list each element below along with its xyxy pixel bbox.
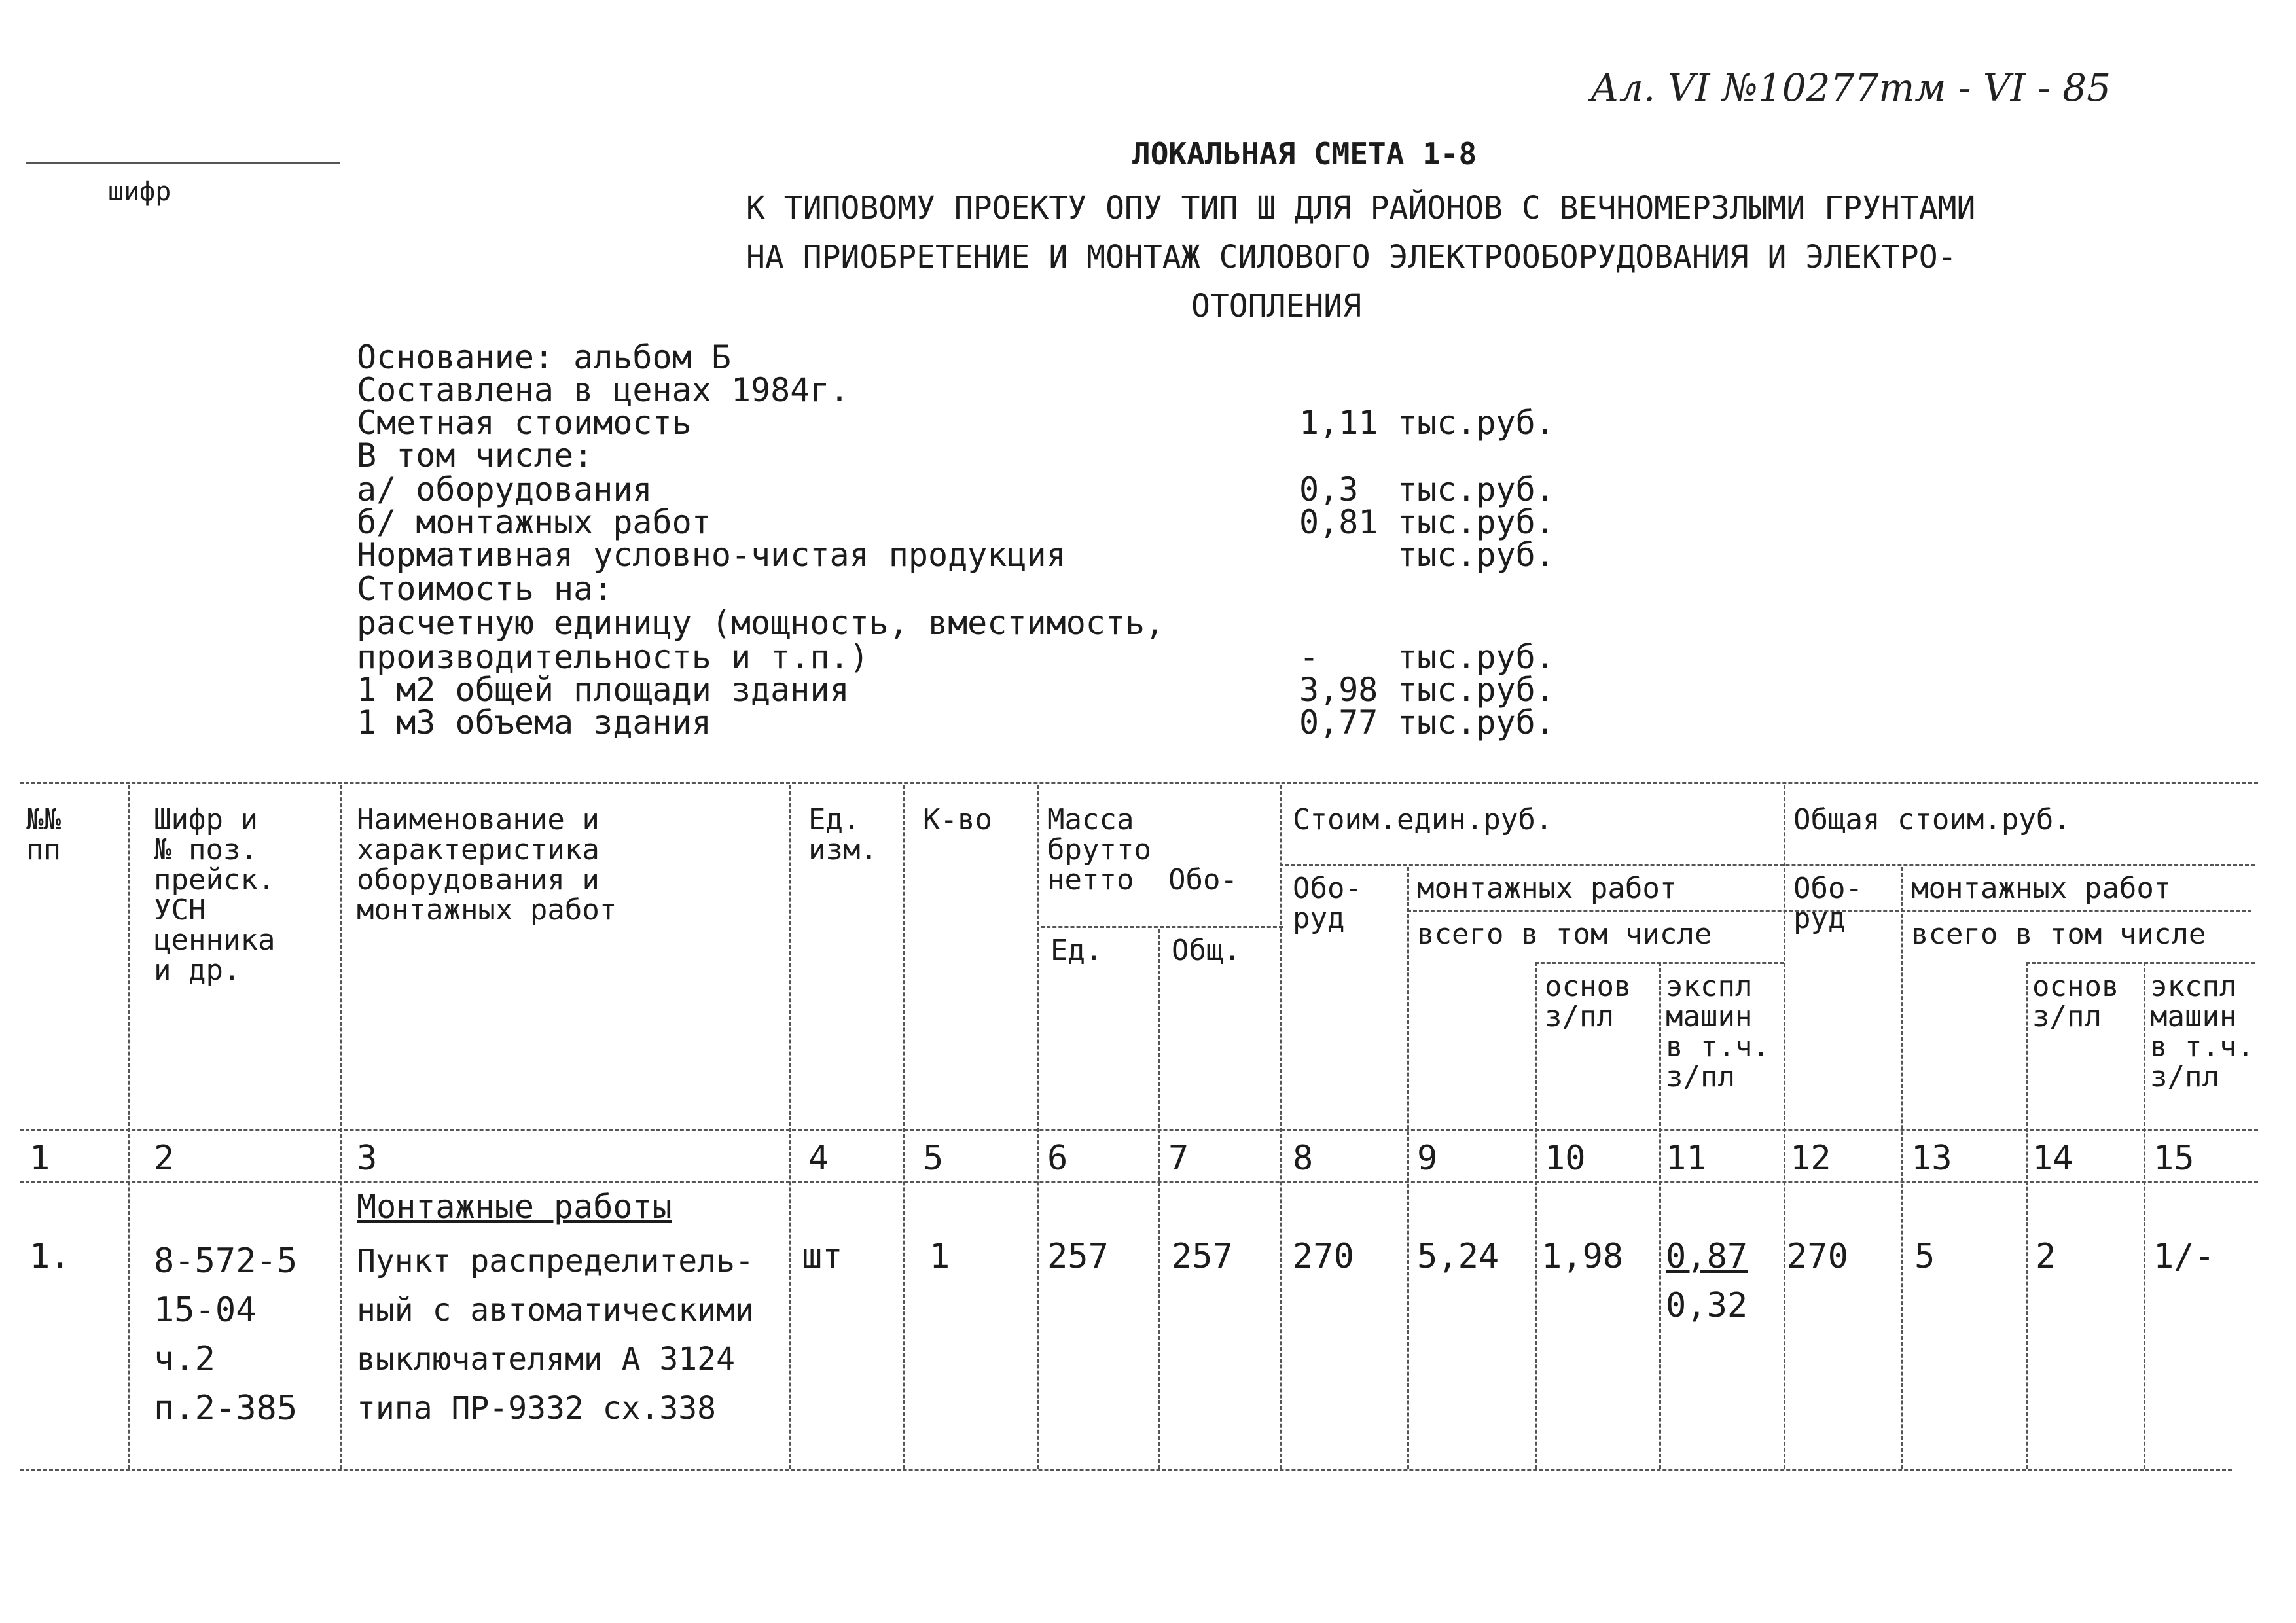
col-divider	[1784, 785, 1785, 1469]
table-numbers-rule	[20, 1129, 2258, 1131]
row-machine-op-wage: 0,32	[1666, 1286, 1748, 1325]
row-number: 1.	[29, 1237, 71, 1276]
col-header-number: №№ пп	[26, 803, 61, 866]
cost-value: 0,77	[1299, 704, 1378, 741]
row-mass-total: 257	[1172, 1237, 1233, 1276]
section-title: Монтажные работы	[357, 1188, 672, 1226]
col-header-code: Шифр и № поз. прейск. УСН ценника и др.	[154, 803, 276, 987]
col-number: 6	[1047, 1139, 1068, 1178]
cost-value: 3,98	[1299, 671, 1378, 709]
col-number: 9	[1417, 1139, 1438, 1178]
col-header-mass-obo: Обо-	[1168, 863, 1238, 897]
col-number: 13	[1911, 1139, 1952, 1178]
col-divider	[789, 785, 791, 1469]
row-unit: шт	[802, 1237, 843, 1276]
col-header-total-installation: монтажных работ	[1911, 872, 2172, 905]
table-subheader-rule	[1280, 864, 2255, 866]
col-header-total-equipment: Обо- руд	[1793, 872, 1863, 935]
shifr-label: шифр	[108, 177, 171, 207]
info-line: Основание: альбом Б	[357, 338, 731, 376]
row-total-base-wage: 2	[2036, 1237, 2056, 1276]
table-subheader-rule	[1041, 926, 1283, 928]
cost-unit: тыс.руб.	[1397, 704, 1555, 741]
cost-unit: тыс.руб.	[1397, 471, 1555, 508]
cost-unit: тыс.руб.	[1397, 404, 1555, 442]
handwritten-reference: Ал. VI №10277тм - VI - 85	[1590, 65, 2111, 110]
col-divider	[1901, 867, 1903, 1469]
doc-title: ЛОКАЛЬНАЯ СМЕТА 1-8	[1132, 136, 1477, 171]
col-header-mass: Масса брутто нетто	[1047, 803, 1151, 897]
cost-value: 0,81	[1299, 503, 1378, 541]
row-qty: 1	[929, 1237, 950, 1276]
col-number: 1	[29, 1139, 50, 1178]
info-line: б/ монтажных работ	[357, 503, 711, 541]
col-divider	[1659, 962, 1661, 1469]
col-number: 15	[2153, 1139, 2195, 1178]
col-header-installation: монтажных работ	[1417, 872, 1677, 905]
cost-unit: тыс.руб.	[1397, 536, 1555, 574]
table-top-rule	[20, 782, 2258, 784]
col-divider	[1280, 785, 1282, 1469]
col-number: 5	[923, 1139, 944, 1178]
info-line: Сметная стоимость	[357, 404, 692, 442]
info-line: Стоимость на:	[357, 570, 613, 608]
col-divider	[1158, 929, 1160, 1469]
row-code: 8-572-5 15-04 ч.2 п.2-385	[154, 1241, 298, 1428]
doc-subtitle-2: НА ПРИОБРЕТЕНИЕ И МОНТАЖ СИЛОВОГО ЭЛЕКТРООБОРУДОВАНИЯ И ЭЛЕКТРО-	[746, 239, 1957, 276]
col-number: 4	[808, 1139, 829, 1178]
col-header-qty: К-во	[923, 803, 992, 836]
col-number: 2	[154, 1139, 175, 1178]
cost-unit: тыс.руб.	[1397, 503, 1555, 541]
col-header-total-base-wage: основ з/пл	[2032, 970, 2119, 1033]
col-divider	[128, 785, 130, 1469]
col-header-total-installation-breakdown: всего в том числе	[1911, 918, 2206, 951]
col-header-mass-total: Общ.	[1172, 934, 1241, 967]
cost-value: 1,11	[1299, 404, 1378, 442]
col-divider	[340, 785, 342, 1469]
col-header-mass-unit: Ед.	[1050, 934, 1103, 967]
info-line: Нормативная условно-чистая продукция	[357, 536, 1066, 574]
info-line: В том числе:	[357, 437, 594, 474]
col-number: 7	[1168, 1139, 1189, 1178]
col-header-total-cost: Общая стоим.руб.	[1793, 803, 2071, 836]
table-bottom-rule	[20, 1469, 2232, 1471]
row-name: Пункт распределитель- ный с автоматическими выключателями А 3124 типа ПР-9332 сх.338	[357, 1243, 754, 1427]
col-number: 11	[1666, 1139, 1707, 1178]
info-line: расчетную единицу (мощность, вместимость,	[357, 604, 1165, 642]
col-header-equipment: Обо- руд	[1293, 872, 1362, 935]
row-mass-unit: 257	[1047, 1237, 1109, 1276]
col-header-name: Наименование и характеристика оборудования и монтажных работ	[357, 803, 617, 927]
col-header-unit: Ед. изм.	[808, 803, 878, 866]
info-line: 1 м3 объема здания	[357, 704, 711, 741]
info-line: 1 м2 общей площади здания	[357, 671, 850, 709]
row-installation-total: 5,24	[1417, 1237, 1499, 1276]
info-line: Составлена в ценах 1984г.	[357, 371, 850, 409]
col-header-machine-op: экспл машин в т.ч. з/пл	[1666, 970, 1770, 1094]
col-number: 10	[1545, 1139, 1586, 1178]
col-divider	[1535, 962, 1537, 1469]
top-left-rule	[26, 162, 340, 164]
col-divider	[1037, 785, 1039, 1469]
col-header-unit-cost: Стоим.един.руб.	[1293, 803, 1553, 836]
col-number: 3	[357, 1139, 378, 1178]
col-header-total-machine-op: экспл машин в т.ч. з/пл	[2150, 970, 2254, 1094]
doc-subtitle-1: К ТИПОВОМУ ПРОЕКТУ ОПУ ТИП Ш ДЛЯ РАЙОНОВ С ВЕЧНОМЕРЗЛЫМИ ГРУНТАМИ	[746, 190, 1976, 226]
col-number: 8	[1293, 1139, 1314, 1178]
cost-unit: тыс.руб.	[1397, 638, 1555, 676]
row-total-equipment: 270	[1787, 1237, 1848, 1276]
cost-value: 0,3	[1299, 471, 1359, 508]
row-equipment-cost: 270	[1293, 1237, 1354, 1276]
table-numbers-bottom-rule	[20, 1181, 2258, 1183]
doc-subtitle-3: ОТОПЛЕНИЯ	[1191, 288, 1362, 325]
info-line: а/ оборудования	[357, 471, 653, 508]
col-divider	[2144, 962, 2145, 1469]
col-divider	[1407, 867, 1409, 1469]
col-header-installation-breakdown: всего в том числе	[1417, 918, 1712, 951]
row-total-machine-op: 1/-	[2153, 1237, 2215, 1276]
col-number: 12	[1790, 1139, 1831, 1178]
row-base-wage: 1,98	[1541, 1237, 1624, 1276]
col-number: 14	[2032, 1139, 2073, 1178]
col-divider	[2026, 962, 2028, 1469]
row-machine-op: 0,87	[1666, 1237, 1748, 1276]
cost-value: -	[1299, 638, 1319, 676]
row-total-installation: 5	[1914, 1237, 1935, 1276]
col-divider	[903, 785, 905, 1469]
table-subheader-rule	[2026, 962, 2255, 964]
info-line: производительность и т.п.)	[357, 638, 869, 676]
cost-unit: тыс.руб.	[1397, 671, 1555, 709]
col-header-base-wage: основ з/пл	[1545, 970, 1632, 1033]
